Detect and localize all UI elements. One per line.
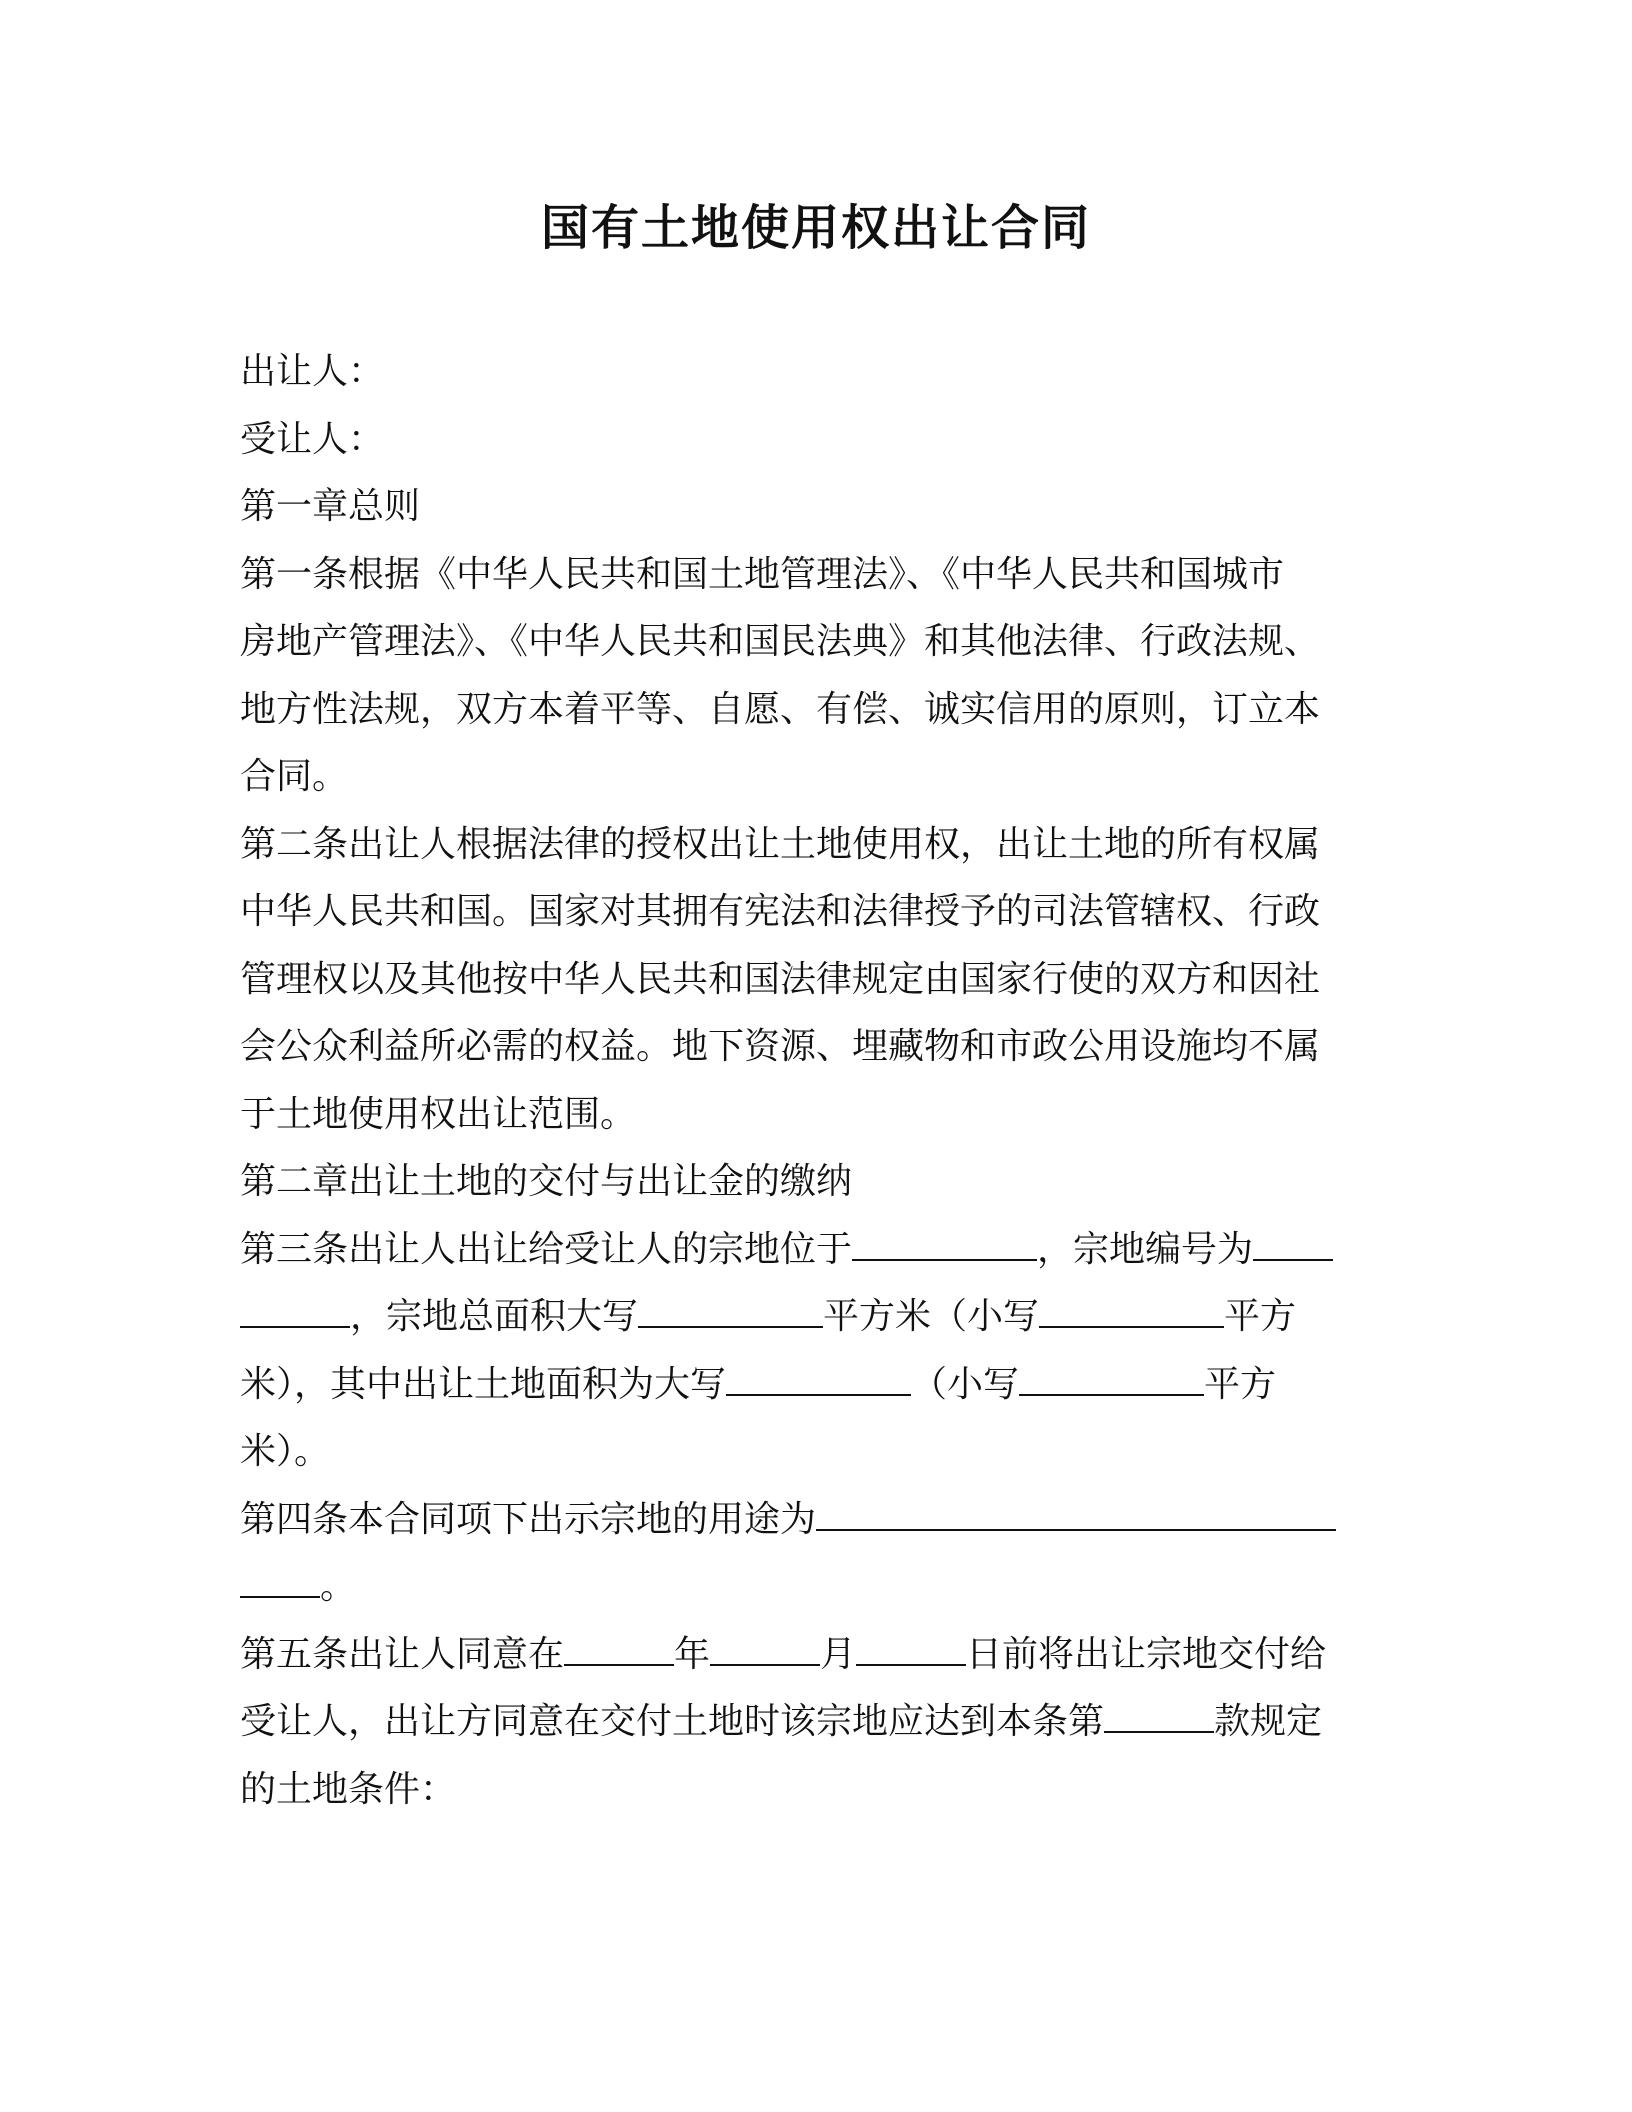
- article-5-text-c: 月: [820, 1633, 857, 1675]
- article-1-line-2: 房地产管理法》、《中华人民共和国民法典》和其他法律、行政法规、: [240, 621, 1321, 662]
- article-3-line-2: [240, 1283, 1390, 1351]
- article-5-line-1: [240, 1621, 1390, 1689]
- transferor-line: 出让人：: [240, 351, 385, 392]
- month-blank: [710, 1630, 820, 1666]
- year-blank: [564, 1630, 674, 1666]
- transfer-area-lower-blank: [1019, 1360, 1204, 1396]
- article-3-line-1: [240, 1216, 1390, 1284]
- transfer-area-upper-blank: [726, 1360, 911, 1396]
- article-5-text-d: 日前将出让宗地交付给: [966, 1633, 1327, 1675]
- article-4-line-1: [240, 1486, 1390, 1554]
- article-3-text-a: 第三条出让人出让给受让人的宗地位于: [240, 1228, 853, 1270]
- article-4-text-a: 第四条本合同项下出示宗地的用途为: [240, 1498, 817, 1540]
- chapter-2-heading: 第二章出让土地的交付与出让金的缴纳: [240, 1161, 853, 1202]
- article-3-text-b: ，宗地编号为: [1037, 1228, 1254, 1270]
- article-2-line-4: 会公众利益所必需的权益。地下资源、埋藏物和市政公用设施均不属: [240, 1026, 1321, 1067]
- article-3-text-d: 平方米（小写: [823, 1296, 1040, 1337]
- day-blank: [856, 1630, 966, 1666]
- document-body: [240, 338, 1390, 1823]
- article-3-text-g: （小写: [911, 1363, 1020, 1405]
- article-2-line-2: 中华人民共和国。国家对其拥有宪法和法律授予的司法管辖权、行政: [240, 891, 1321, 932]
- article-4-text-b: 。: [320, 1566, 357, 1607]
- article-5-text-b: 年: [674, 1633, 711, 1675]
- article-1-line-1: 第一条根据《中华人民共和国土地管理法》、《中华人民共和国城市: [240, 553, 1285, 595]
- land-use-blank-1: [816, 1495, 1336, 1531]
- article-3-line-3: [240, 1351, 1390, 1419]
- article-2-line-1: 第二条出让人根据法律的授权出让土地使用权，出让土地的所有权属: [240, 823, 1321, 865]
- article-2-line-3: 管理权以及其他按中华人民共和国法律规定由国家行使的双方和因社: [240, 958, 1321, 1000]
- transferee-line: 受让人：: [240, 418, 385, 460]
- article-1-line-3: 地方性法规，双方本着平等、自愿、有偿、诚实信用的原则，订立本: [240, 688, 1321, 730]
- article-5-text-f: 款规定: [1214, 1701, 1323, 1742]
- article-1-line-4: 合同。: [240, 756, 349, 797]
- article-3-text-e: 平方: [1224, 1296, 1297, 1337]
- article-3-text-f: 米），其中出让土地面积为大写: [240, 1363, 727, 1405]
- clause-number-blank: [1104, 1697, 1214, 1733]
- article-2-line-5: 于土地使用权出让范围。: [240, 1093, 637, 1135]
- land-use-blank-2: [240, 1562, 320, 1598]
- total-area-upper-blank: [638, 1292, 823, 1328]
- location-blank: [852, 1225, 1037, 1261]
- article-5-line-2: [240, 1688, 1390, 1756]
- article-3-text-h: 平方: [1204, 1363, 1277, 1405]
- document-title: 国有土地使用权出让合同: [540, 200, 1091, 256]
- article-3-text-c: ，宗地总面积大写: [350, 1296, 639, 1337]
- total-area-lower-blank: [1039, 1292, 1224, 1328]
- article-5-text-e: 受让人，出让方同意在交付土地时该宗地应达到本条第: [240, 1701, 1105, 1742]
- chapter-1-heading: 第一章总则: [240, 486, 421, 527]
- article-4-line-2: [240, 1553, 1390, 1621]
- parcel-number-blank-1: [1253, 1225, 1333, 1261]
- parcel-number-blank-2: [240, 1292, 350, 1328]
- article-5-text-a: 第五条出让人同意在: [240, 1633, 565, 1675]
- article-3-line-4: 米）。: [240, 1431, 331, 1472]
- article-5-line-3: 的土地条件：: [240, 1768, 457, 1810]
